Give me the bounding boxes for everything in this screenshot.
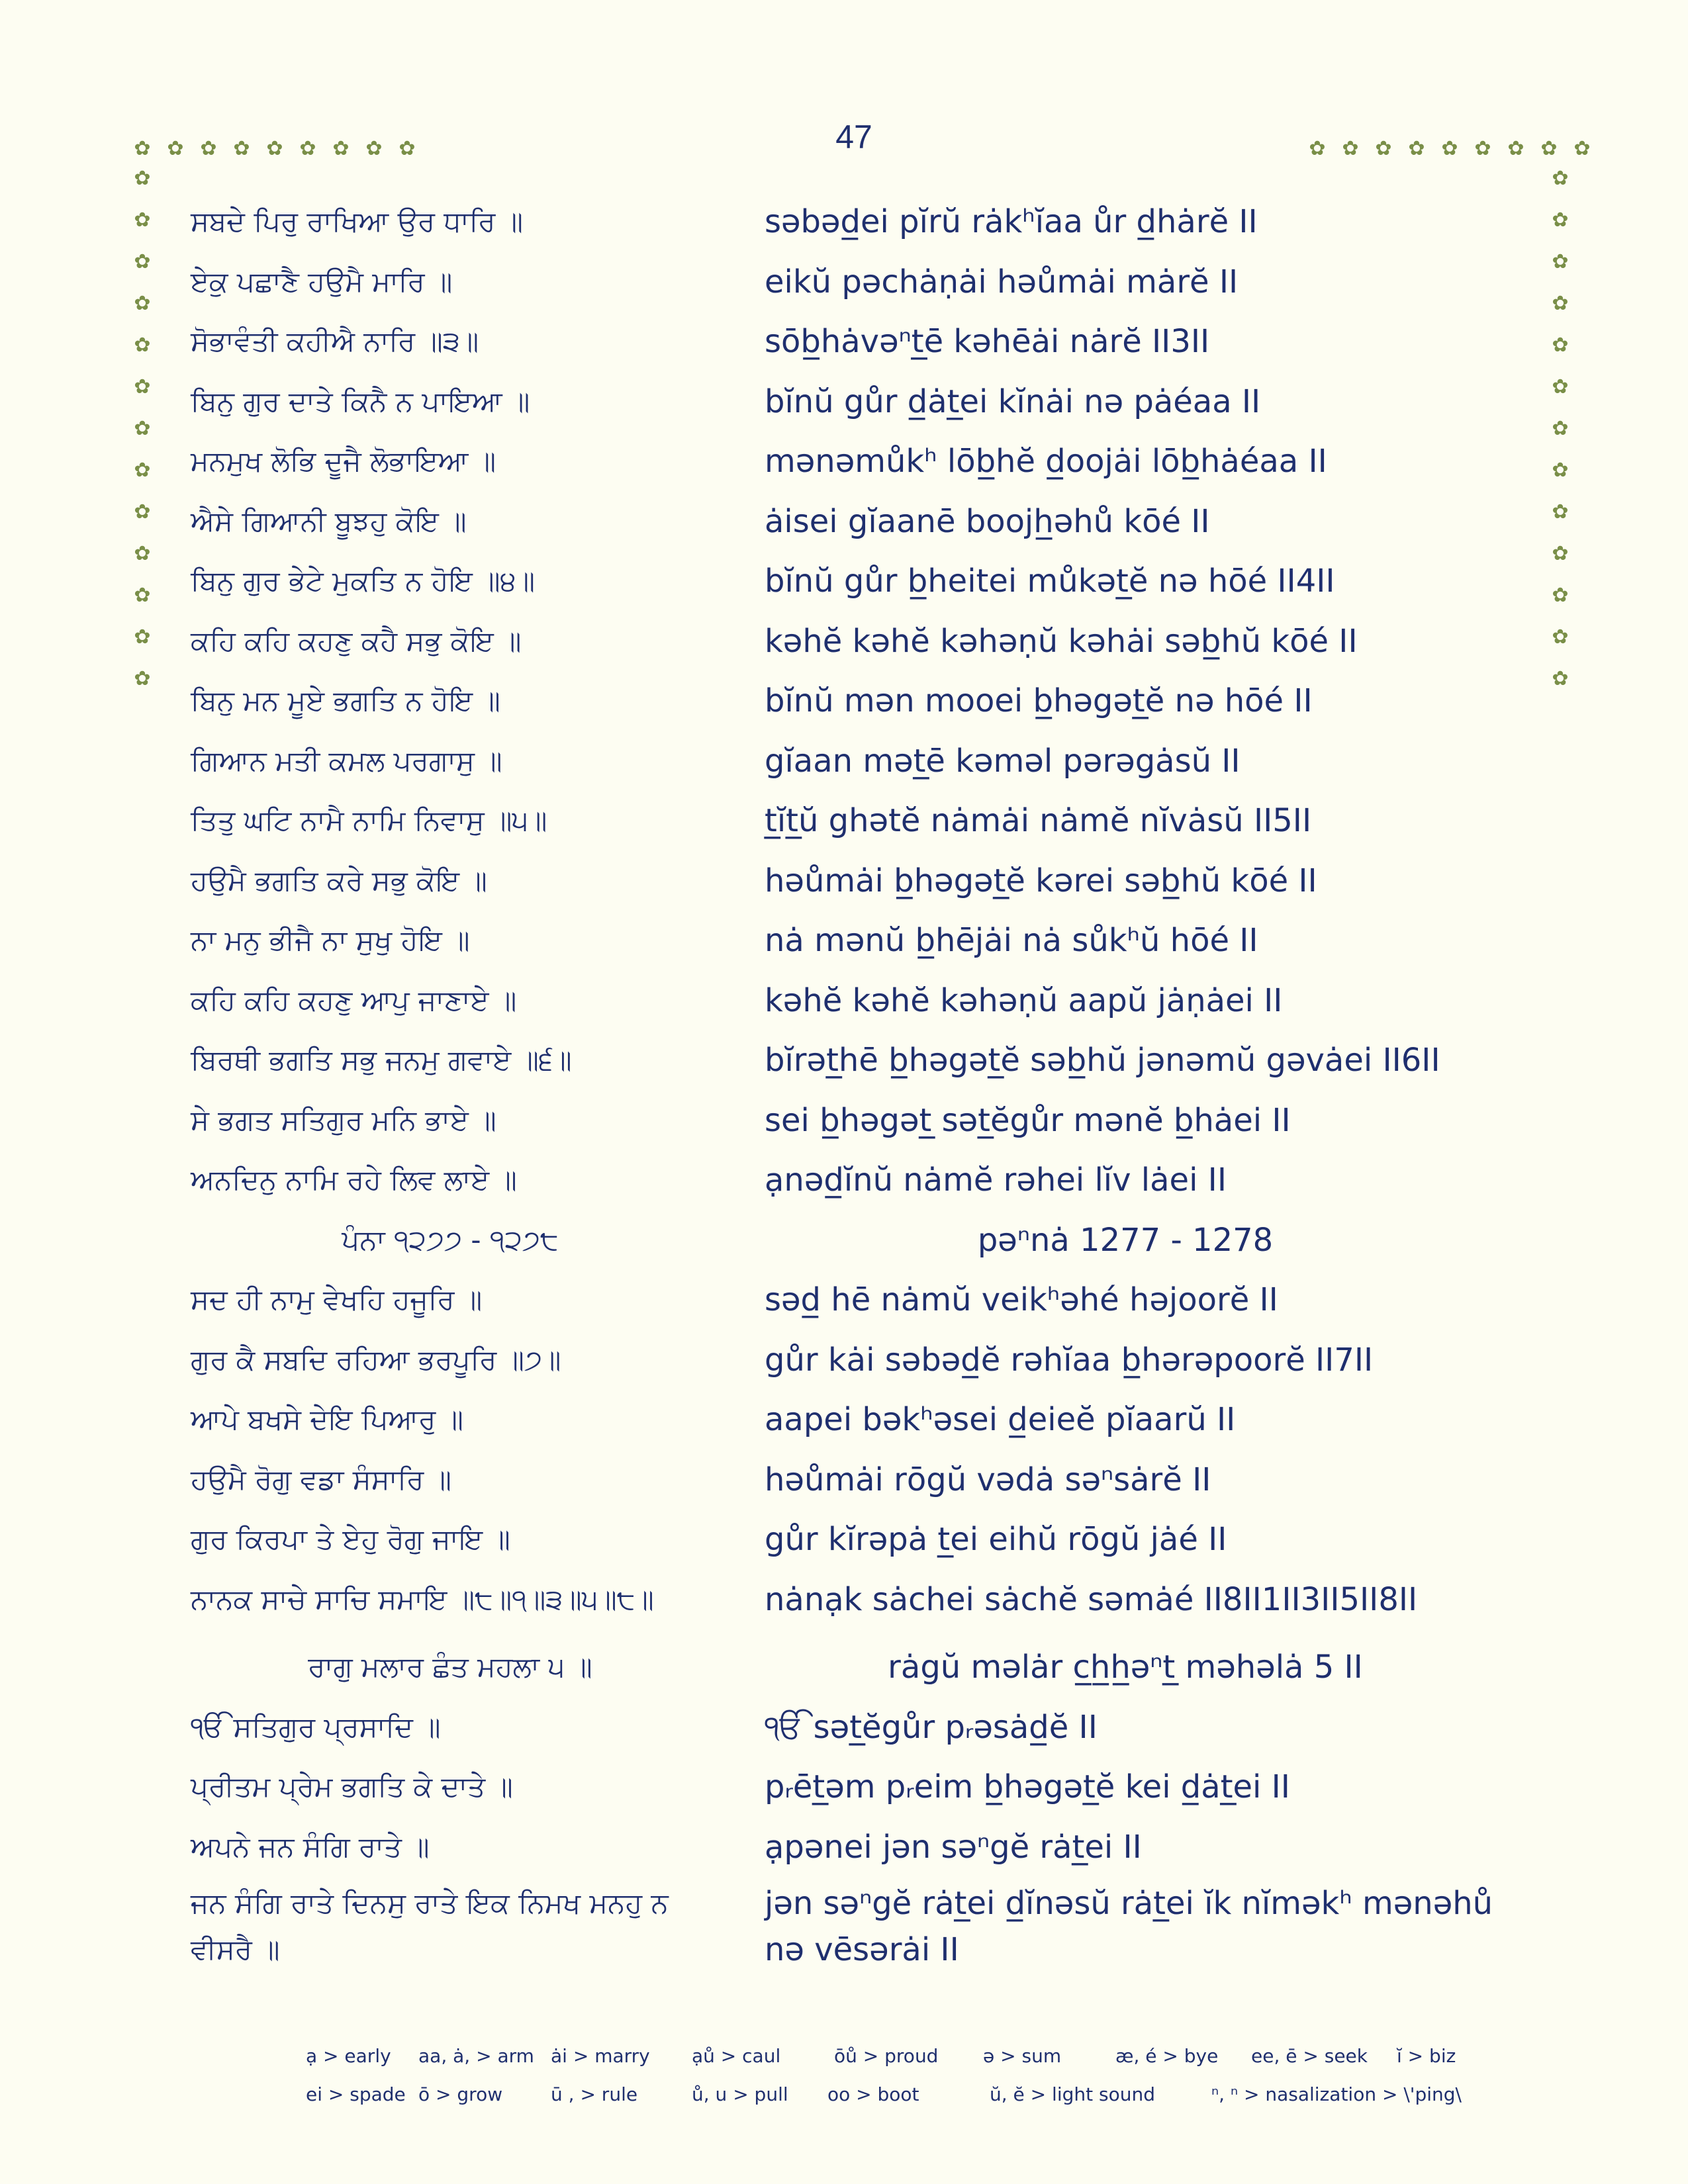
gurmukhi-text: ਸਬਦੇ ਪਿਰੁ ਰਾਖਿਆ ਉਰ ਧਾਰਿ ॥: [191, 205, 524, 238]
verse-line: [0, 1094, 1688, 1147]
verse-line: [0, 1513, 1688, 1566]
transliteration-text: t̲ĭt̲ŭ ghətĕ nȧmȧi nȧmĕ nĭvȧsŭ II5II: [765, 802, 1312, 839]
flower-ornament-icon: ✿: [1552, 375, 1569, 398]
verse-line: [0, 195, 1688, 248]
gurmukhi-text: ਗੁਰ ਕੈ ਸਬਦਿ ਰਹਿਆ ਭਰਪੂਰਿ ॥੭॥: [191, 1343, 561, 1376]
legend-entry: ạů > caul: [692, 2045, 781, 2067]
transliteration-text: sōb̲hȧvəⁿt̲ē kəhēȧi nȧrĕ II3II: [765, 323, 1210, 360]
verse-line: [0, 255, 1688, 308]
gurmukhi-text: ਬਿਨੁ ਗੁਰ ਭੇਟੇ ਮੁਕਤਿ ਨ ਹੋਇ ॥੪॥: [191, 565, 536, 597]
legend-entry: æ, é > bye: [1115, 2045, 1219, 2067]
transliteration-text: mənəmůkʰ lōb̲hĕ d̲oojȧi lōb̲hȧéaa II: [765, 443, 1327, 480]
verse-line: [0, 1273, 1688, 1326]
flower-ornament-icon: ✿: [134, 625, 151, 649]
transliteration-text: həůmȧi b̲həgət̲ĕ kərei səb̲hŭ kōé II: [765, 862, 1317, 899]
flower-ornament-icon: ✿: [1552, 334, 1569, 357]
flower-ornament-icon: ✿: [1552, 542, 1569, 565]
gurmukhi-text: ਮਨਮੁਖ ਲੋਭਿ ਦੂਜੈ ਲੋਭਾਇਆ ॥: [191, 445, 496, 477]
verse-line: [0, 1821, 1688, 1874]
verse-line: [0, 1393, 1688, 1446]
transliteration-text: bĭnŭ gůr b̲heitei můkət̲ĕ nə hōé II4II: [765, 563, 1335, 600]
legend-entry: ōů > proud: [834, 2045, 939, 2067]
flower-ornament-icon: ✿: [1552, 417, 1569, 440]
legend-entry: ů, u > pull: [692, 2083, 788, 2105]
verse-line: [0, 735, 1688, 788]
transliteration-text: həůmȧi rōgŭ vədȧ səⁿsȧrĕ II: [765, 1461, 1211, 1498]
verse-line: [0, 854, 1688, 907]
legend-entry: oo > boot: [827, 2083, 919, 2105]
transliteration-text: gĭaan mət̲ē kəməl pərəgȧsŭ II: [765, 743, 1241, 780]
flower-ornament-icon: ✿: [134, 137, 151, 160]
transliteration-text: eikŭ pəchȧṇȧi həůmȧi mȧrĕ II: [765, 263, 1239, 300]
flower-ornament-icon: ✿: [134, 167, 151, 190]
gurmukhi-text: ਹਉਮੈ ਰੋਗੁ ਵਡਾ ਸੰਸਾਰਿ ॥: [191, 1463, 451, 1496]
verse-line: [0, 674, 1688, 727]
gurmukhi-text: ੴ ਸਤਿਗੁਰ ਪ੍ਰਸਾਦਿ ॥: [191, 1711, 441, 1743]
flower-ornament-icon: ✿: [1552, 250, 1569, 273]
verse-line: [0, 794, 1688, 847]
gurmukhi-text: ਏਕੁ ਪਛਾਣੈ ਹਉਮੈ ਮਾਰਿ ॥: [191, 265, 453, 298]
legend-entry: ĭ > biz: [1397, 2045, 1456, 2067]
gurmukhi-text: ਆਪੇ ਬਖਸੇ ਦੇਇ ਪਿਆਰੁ ॥: [191, 1403, 463, 1435]
legend-entry: ⁿ, ⁿ > nasalization > \'ping\: [1211, 2083, 1462, 2105]
flower-ornament-icon: ✿: [134, 292, 151, 315]
gurmukhi-text: ਗਿਆਨ ਮਤੀ ਕਮਲ ਪਰਗਾਸੁ ॥: [191, 745, 502, 777]
legend-entry: ŭ, ĕ > light sound: [990, 2083, 1155, 2105]
legend-entry: ə > sum: [983, 2045, 1062, 2067]
legend-row-2: [0, 2083, 1688, 2116]
transliteration-text: jən səⁿgĕ rȧt̲ei d̲ĭnəsŭ rȧt̲ei ĭk nĭməkʰ mənəhů nə vēsərȧi II: [765, 1885, 1493, 1968]
gurmukhi-text: ਤਿਤੁ ਘਟਿ ਨਾਮੈ ਨਾਮਿ ਨਿਵਾਸੁ ॥੫॥: [191, 804, 547, 837]
transliteration-text: kəhĕ kəhĕ kəhəṇŭ kəhȧi səb̲hŭ kōé II: [765, 623, 1358, 660]
gurmukhi-text: ਰਾਗੁ ਮਲਾਰ ਛੰਤ ਮਹਲਾ ੫ ॥: [308, 1651, 592, 1683]
flower-ornament-icon: ✿: [365, 137, 383, 160]
transliteration-text: ạpənei jən səⁿgĕ rȧt̲ei II: [765, 1829, 1142, 1866]
flower-ornament-icon: ✿: [1309, 137, 1326, 160]
transliteration-text: rȧgŭ məlȧr c̲h̲h̲əⁿt̲ məhəlȧ 5 II: [888, 1649, 1363, 1686]
verse-line: [0, 555, 1688, 608]
gurmukhi-text: ਬਿਰਥੀ ਭਗਤਿ ਸਭੁ ਜਨਮੁ ਗਵਾਏ ॥੬॥: [191, 1044, 572, 1076]
transliteration-text: səd̲ hē nȧmŭ veikʰəhé həjoorĕ II: [765, 1281, 1278, 1318]
flower-ornament-icon: ✿: [1552, 667, 1569, 690]
legend-entry: aa, ȧ, > arm: [418, 2045, 534, 2067]
verse-line: [0, 1453, 1688, 1506]
flower-ornament-icon: ✿: [1552, 625, 1569, 649]
flower-ornament-icon: ✿: [200, 137, 217, 160]
flower-ornament-icon: ✿: [233, 137, 250, 160]
flower-ornament-icon: ✿: [1552, 459, 1569, 482]
flower-ornament-icon: ✿: [134, 417, 151, 440]
transliteration-text: pᵣēt̲əm pᵣeim b̲həgət̲ĕ kei d̲ȧt̲ei II: [765, 1768, 1290, 1805]
verse-line: [0, 1334, 1688, 1387]
transliteration-text: bĭnŭ gůr d̲ȧt̲ei kĭnȧi nə pȧéaa II: [765, 383, 1261, 420]
transliteration-text: bĭrət̲hē b̲həgət̲ĕ səb̲hŭ jənəmŭ gəvȧei II6II: [765, 1042, 1440, 1079]
gurmukhi-text: ਬਿਨੁ ਮਨ ਮੂਏ ਭਗਤਿ ਨ ਹੋਇ ॥: [191, 684, 500, 717]
flower-ornament-icon: ✿: [1342, 137, 1359, 160]
flower-ornament-icon: ✿: [1552, 584, 1569, 607]
legend-entry: ee, ē > seek: [1251, 2045, 1368, 2067]
transliteration-text: ạnəd̲ĭnŭ nȧmĕ rəhei lĭv lȧei II: [765, 1161, 1227, 1199]
flower-ornament-icon: ✿: [134, 375, 151, 398]
flower-ornament-icon: ✿: [1474, 137, 1491, 160]
flower-ornament-icon: ✿: [1408, 137, 1425, 160]
verse-line: [0, 1034, 1688, 1087]
transliteration-text: nȧnạk sȧchei sȧchĕ səmȧé II8II1II3II5II8II: [765, 1581, 1418, 1618]
transliteration-text: gůr kȧi səbəd̲ĕ rəhĭaa b̲hərəpoorĕ II7II: [765, 1342, 1374, 1379]
verse-line: [0, 315, 1688, 368]
flower-ornament-icon: ✿: [1552, 292, 1569, 315]
gurmukhi-text: ਪ੍ਰੀਤਮ ਪ੍ਰੇਮ ਭਗਤਿ ਕੇ ਦਾਤੇ ॥: [191, 1770, 513, 1803]
verse-line: [0, 615, 1688, 668]
flower-ornament-icon: ✿: [134, 250, 151, 273]
verse-line: [0, 1760, 1688, 1813]
page-number: 47: [835, 118, 872, 156]
flower-ornament-icon: ✿: [1375, 137, 1392, 160]
gurmukhi-text: ਪੰਨਾ ੧੨੭੭ - ੧੨੭੮: [342, 1224, 559, 1256]
gurmukhi-text: ਸਦ ਹੀ ਨਾਮੁ ਵੇਖਹਿ ਹਜੂਰਿ ॥: [191, 1283, 483, 1316]
transliteration-text: bĭnŭ mən mooei b̲həgət̲ĕ nə hōé II: [765, 682, 1313, 719]
transliteration-text: pəⁿnȧ 1277 - 1278: [977, 1222, 1274, 1259]
flower-ornament-icon: ✿: [134, 542, 151, 565]
transliteration-text: ȧisei gĭaanē boojh̲əhů kōé II: [765, 503, 1210, 540]
transliteration-text: sei b̲həgət̲ sət̲ĕgůr mənĕ b̲hȧei II: [765, 1102, 1291, 1139]
verse-line: [0, 1154, 1688, 1206]
verse-line: [0, 375, 1688, 428]
gurmukhi-text: ਜਨ ਸੰਗਿ ਰਾਤੇ ਦਿਨਸੁ ਰਾਤੇ ਇਕ ਨਿਮਖ ਮਨਹੁ ਨ ਵੀਸਰੈ ॥: [191, 1887, 669, 1966]
verse-line: [0, 1701, 1688, 1754]
verse-line: [0, 914, 1688, 967]
flower-ornament-icon: ✿: [1540, 137, 1558, 160]
flower-ornament-icon: ✿: [399, 137, 416, 160]
verse-line: [0, 1880, 1688, 1968]
flower-ornament-icon: ✿: [134, 584, 151, 607]
verse-line: [0, 974, 1688, 1027]
flower-ornament-icon: ✿: [167, 137, 184, 160]
flower-ornament-icon: ✿: [1552, 208, 1569, 232]
flower-ornament-icon: ✿: [1573, 137, 1591, 160]
legend-row-1: [0, 2045, 1688, 2078]
transliteration-text: kəhĕ kəhĕ kəhəṇŭ aapŭ jȧṇȧei II: [765, 982, 1283, 1019]
flower-ornament-icon: ✿: [134, 667, 151, 690]
gurmukhi-text: ਐਸੇ ਗਿਆਨੀ ਬੂਝਹੁ ਕੋਇ ॥: [191, 505, 467, 537]
verse-line: [0, 435, 1688, 488]
flower-ornament-icon: ✿: [1441, 137, 1458, 160]
flower-ornament-icon: ✿: [299, 137, 316, 160]
legend-entry: ō > grow: [418, 2083, 503, 2105]
gurmukhi-text: ਅਨਦਿਨੁ ਨਾਮਿ ਰਹੇ ਲਿਵ ਲਾਏ ॥: [191, 1163, 517, 1196]
transliteration-text: səbəd̲ei pĭrŭ rȧkʰĭaa ůr d̲hȧrĕ II: [765, 203, 1258, 240]
flower-ornament-icon: ✿: [266, 137, 283, 160]
flower-ornament-icon: ✿: [1552, 500, 1569, 523]
flower-ornament-icon: ✿: [1552, 167, 1569, 190]
transliteration-text: ੴ sət̲ĕgůr pᵣəsȧd̲ĕ II: [765, 1709, 1098, 1746]
flower-ornament-icon: ✿: [332, 137, 350, 160]
verse-line: [0, 1573, 1688, 1626]
gurmukhi-text: ਨਾ ਮਨੁ ਭੀਜੈ ਨਾ ਸੁਖੁ ਹੋਇ ॥: [191, 924, 470, 956]
legend-entry: ei > spade: [306, 2083, 406, 2105]
verse-line: [0, 1641, 1688, 1694]
gurmukhi-text: ਹਉਮੈ ਭਗਤਿ ਕਰੇ ਸਭੁ ਕੋਇ ॥: [191, 864, 487, 897]
verse-line: [0, 495, 1688, 548]
legend-entry: ū , > rule: [551, 2083, 638, 2105]
verse-line: [0, 1214, 1688, 1267]
gurmukhi-text: ਕਹਿ ਕਹਿ ਕਹਣੁ ਆਪੁ ਜਾਣਾਏ ॥: [191, 984, 517, 1017]
flower-ornament-icon: ✿: [134, 334, 151, 357]
flower-ornament-icon: ✿: [134, 459, 151, 482]
transliteration-text: aapei bəkʰəsei d̲eieĕ pĭaarŭ II: [765, 1401, 1236, 1438]
legend-entry: ȧi > marry: [551, 2045, 650, 2067]
gurmukhi-text: ਅਪਨੇ ਜਨ ਸੰਗਿ ਰਾਤੇ ॥: [191, 1831, 430, 1863]
gurmukhi-text: ਗੁਰ ਕਿਰਪਾ ਤੇ ਏਹੁ ਰੋਗੁ ਜਾਇ ॥: [191, 1523, 510, 1555]
gurmukhi-text: ਸੋਭਾਵੰਤੀ ਕਹੀਐ ਨਾਰਿ ॥੩॥: [191, 325, 479, 357]
flower-ornament-icon: ✿: [134, 208, 151, 232]
flower-ornament-icon: ✿: [134, 500, 151, 523]
gurmukhi-text: ਬਿਨੁ ਗੁਰ ਦਾਤੇ ਕਿਨੈ ਨ ਪਾਇਆ ॥: [191, 385, 530, 418]
flower-ornament-icon: ✿: [1507, 137, 1524, 160]
legend-entry: ạ > early: [306, 2045, 391, 2067]
gurmukhi-text: ਕਹਿ ਕਹਿ ਕਹਣੁ ਕਹੈ ਸਭੁ ਕੋਇ ॥: [191, 625, 522, 657]
gurmukhi-text: ਨਾਨਕ ਸਾਚੇ ਸਾਚਿ ਸਮਾਇ ॥੮॥੧॥੩॥੫॥੮॥: [191, 1583, 654, 1615]
transliteration-text: nȧ mənŭ b̲hējȧi nȧ sůkʰŭ hōé II: [765, 922, 1258, 959]
transliteration-text: gůr kĭrəpȧ t̲ei eihŭ rōgŭ jȧé II: [765, 1521, 1227, 1558]
gurmukhi-text: ਸੇ ਭਗਤ ਸਤਿਗੁਰ ਮਨਿ ਭਾਏ ॥: [191, 1104, 496, 1136]
